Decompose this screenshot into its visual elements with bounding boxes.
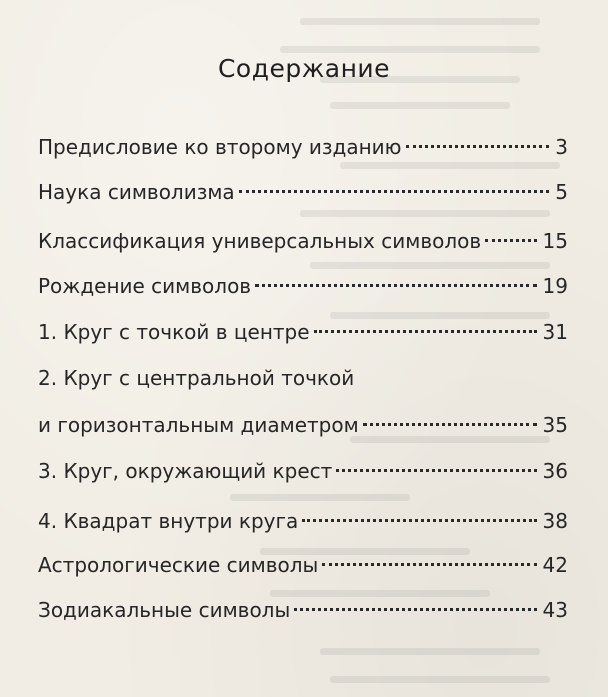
toc-entry: [38, 457, 568, 485]
toc-entry-page: 35: [542, 413, 568, 437]
page-title: Содержание: [217, 54, 391, 83]
toc-entry-label: Зодиакальные символы: [38, 598, 291, 622]
toc-entry-page: 15: [542, 229, 568, 253]
toc-entry-label: Рождение символов: [38, 274, 252, 298]
dot-leader: [485, 239, 536, 242]
toc-entry-page: 36: [542, 459, 568, 483]
dot-leader: [255, 284, 536, 287]
toc-entry: [38, 227, 568, 255]
toc-entry: [38, 272, 568, 300]
toc-entry-page: 5: [555, 180, 568, 204]
toc-entry-page: 42: [542, 553, 568, 577]
toc-entry-label: 2. Круг с центральной точкой: [38, 366, 355, 390]
toc-entry: [38, 507, 568, 535]
toc-entry-page: 3: [555, 135, 568, 159]
toc-entry-label: и горизонтальным диаметром: [38, 413, 359, 437]
toc-entry: [38, 178, 568, 206]
dot-leader: [314, 330, 537, 333]
toc-entry-label: Классификация универсальных символов: [38, 229, 482, 253]
toc-entry: [38, 411, 568, 439]
toc-entry-label: Астрологические символы: [38, 553, 319, 577]
toc-entry-page: 31: [542, 320, 568, 344]
toc-entry: [38, 596, 568, 624]
dot-leader: [294, 608, 536, 611]
toc-entry: [38, 551, 568, 579]
dot-leader: [336, 469, 536, 472]
toc-entry-label: Предисловие ко второму изданию: [38, 135, 402, 159]
toc-entry: [38, 133, 568, 161]
dot-leader: [239, 190, 550, 193]
toc-entry: [38, 318, 568, 346]
toc-entry: [38, 364, 568, 392]
toc-entry-page: 19: [542, 274, 568, 298]
toc-entry-page: 43: [542, 598, 568, 622]
dot-leader: [302, 519, 536, 522]
toc-entry-page: 38: [542, 509, 568, 533]
dot-leader: [322, 563, 536, 566]
toc-entry-label: Наука символизма: [38, 180, 235, 204]
toc-entry-label: 4. Квадрат внутри круга: [38, 509, 299, 533]
dot-leader: [363, 423, 537, 426]
dot-leader: [406, 145, 550, 148]
toc-entry-label: 1. Круг с точкой в центре: [38, 320, 310, 344]
toc-entry-label: 3. Круг, окружающий крест: [38, 459, 333, 483]
